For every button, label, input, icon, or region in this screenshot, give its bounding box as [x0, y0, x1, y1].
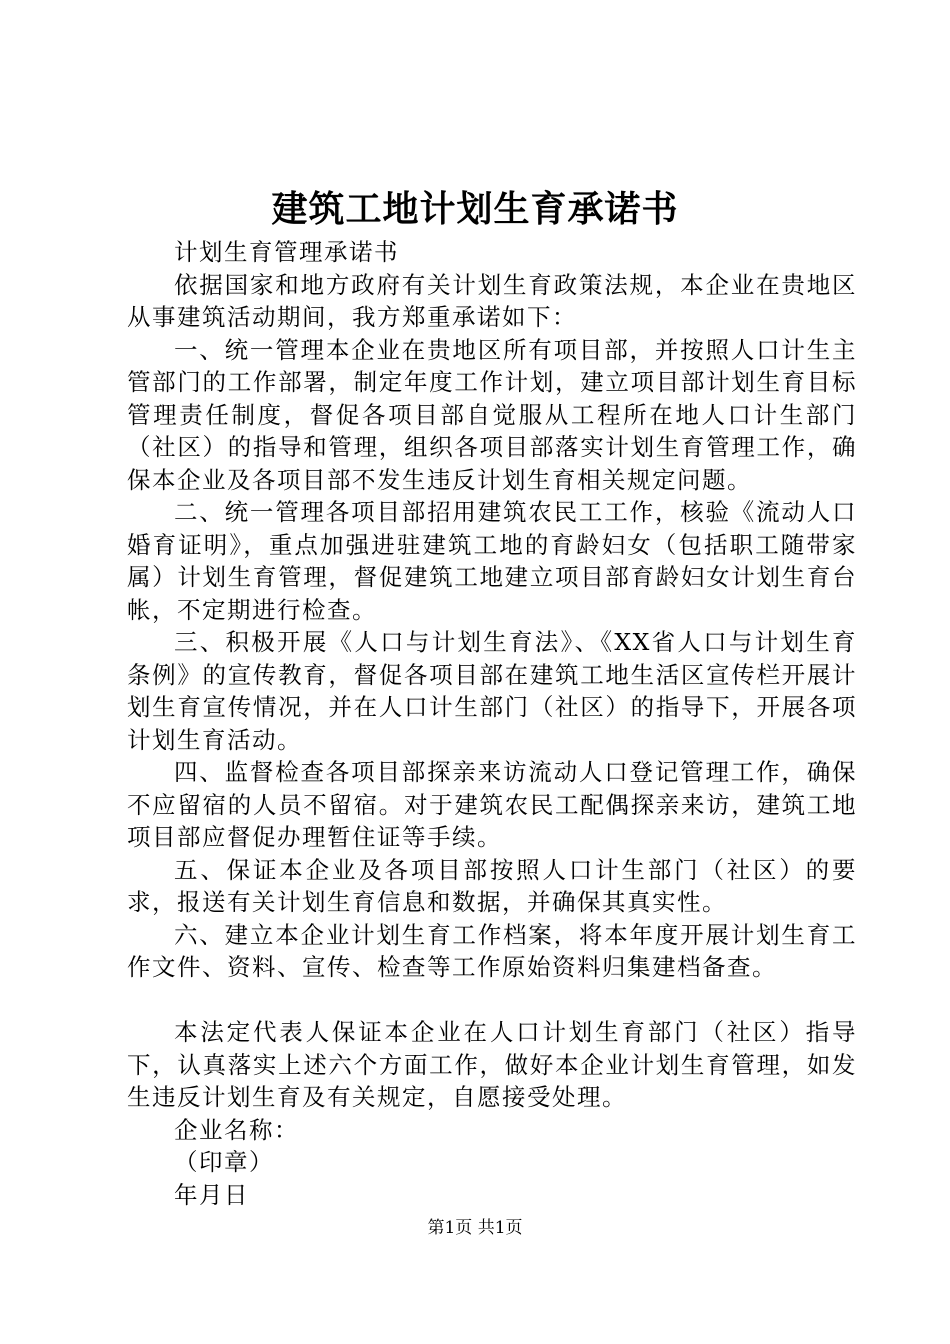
date-line: 年月日 — [174, 1180, 249, 1209]
clause-3-paragraph: 三、积极开展《人口与计划生育法》、《XX省人口与计划生育条例》的宣传教育，督促各项目部在建筑工地生活区宣传栏开展计划生育宣传情况，并在人口计生部门（社区）的指导下，开展各项计划生育活动。 — [127, 628, 857, 754]
clause-6-paragraph: 六、建立本企业计划生育工作档案，将本年度开展计划生育工作文件、资料、宣传、检查等工作原始资料归集建档备查。 — [127, 920, 857, 981]
paragraph-spacer — [127, 984, 857, 1017]
seal-line: （印章） — [174, 1148, 274, 1176]
company-name-line: 企业名称： — [174, 1115, 299, 1144]
clause-5-paragraph: 五、保证本企业及各项目部按照人口计生部门（社区）的要求，报送有关计划生育信息和数据，并确保其真实性。 — [127, 855, 857, 916]
clause-2-paragraph: 二、统一管理各项目部招用建筑农民工工作，核验《流动人口婚育证明》，重点加强进驻建筑工地的育龄妇女（包括职工随带家属）计划生育管理，督促建筑工地建立项目部育龄妇女计划生育台帐，不定期进行检查。 — [127, 498, 857, 624]
clause-1-paragraph: 一、统一管理本企业在贵地区所有项目部，并按照人口计生主管部门的工作部署，制定年度工作计划，建立项目部计划生育目标管理责任制度，督促各项目部自觉服从工程所在地人口计生部门（社区）的指导和管理，组织各项目部落实计划生育管理工作，确保本企业及各项目部不发生违反计划生育相关规定问题。 — [127, 335, 857, 494]
document-body — [127, 236, 857, 1211]
guarantee-paragraph: 本法定代表人保证本企业在人口计划生育部门（社区）指导下，认真落实上述六个方面工作，做好本企业计划生育管理，如发生违反计划生育及有关规定，自愿接受处理。 — [127, 1018, 857, 1111]
subtitle-paragraph: 计划生育管理承诺书 — [174, 238, 399, 266]
clause-4-paragraph: 四、监督检查各项目部探亲来访流动人口登记管理工作，确保不应留宿的人员不留宿。对于建筑农民工配偶探亲来访，建筑工地项目部应督促办理暂住证等手续。 — [127, 758, 857, 851]
document-title: 建筑工地计划生育承诺书 — [271, 188, 679, 230]
intro-paragraph: 依据国家和地方政府有关计划生育政策法规，本企业在贵地区从事建筑活动期间，我方郑重承诺如下： — [127, 270, 857, 331]
page-footer: 第1页 共1页 — [427, 1218, 523, 1238]
